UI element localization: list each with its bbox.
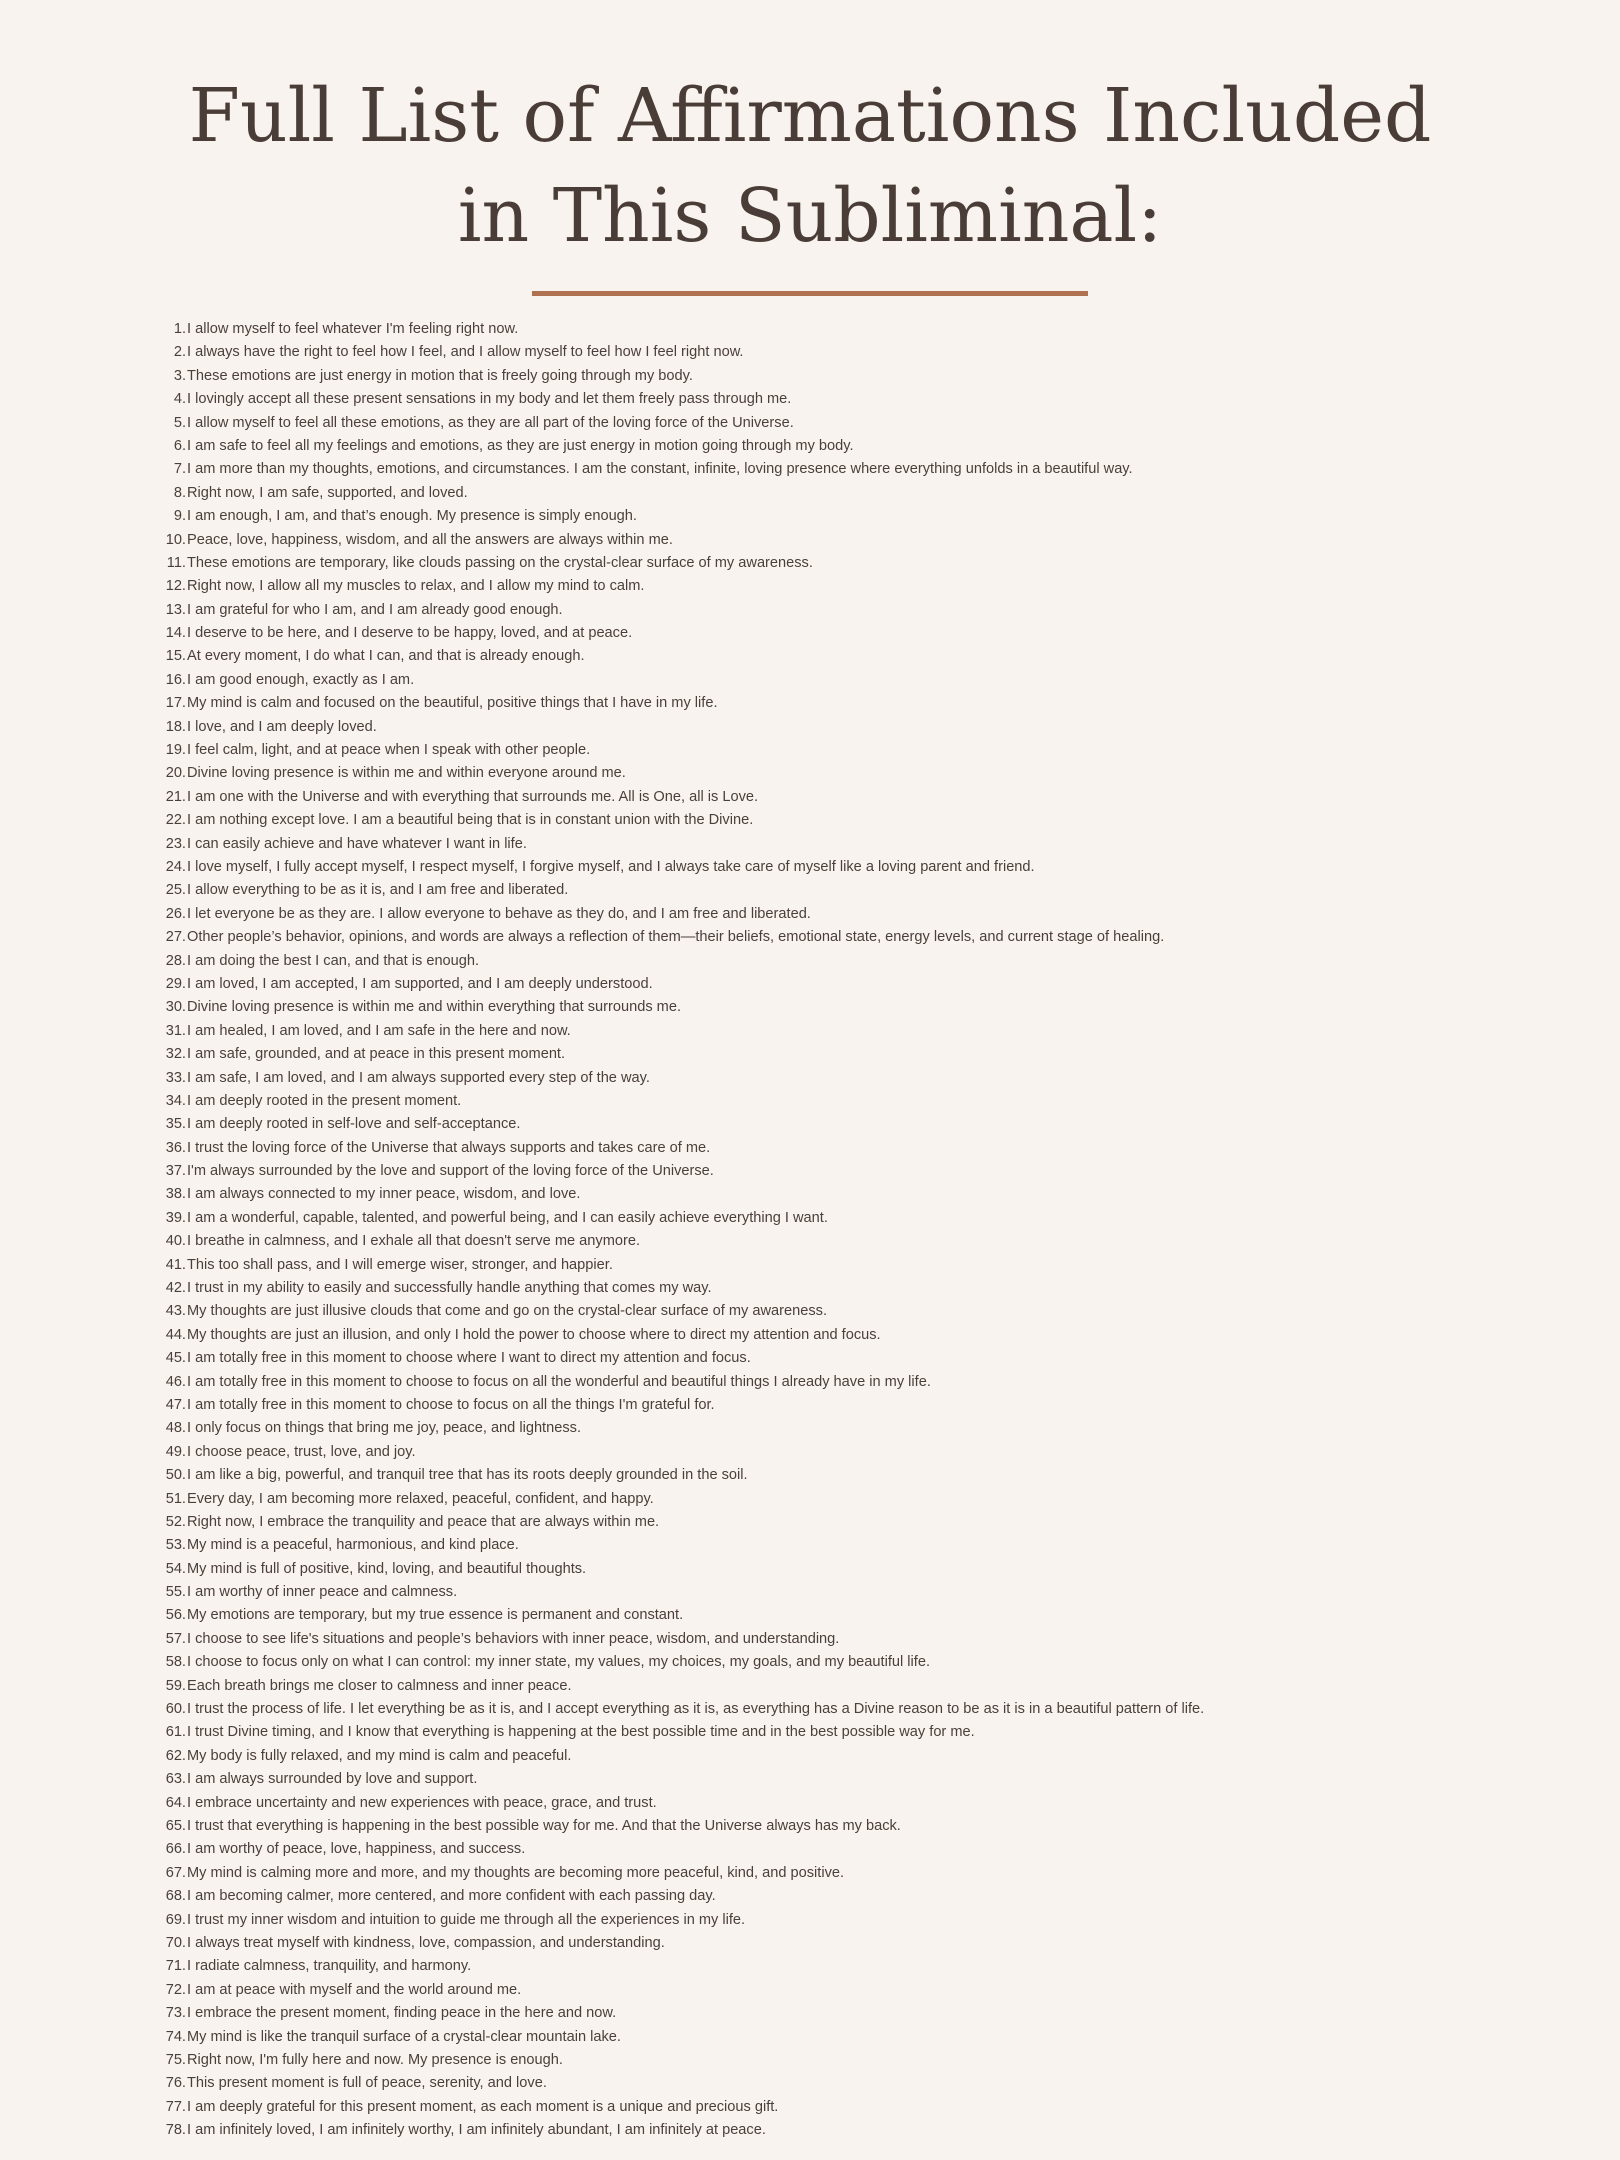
list-item-number: 17. bbox=[165, 695, 186, 712]
list-item bbox=[0, 2072, 1620, 2095]
list-item-number: 57. bbox=[165, 1630, 186, 1647]
list-item-text: I am infinitely loved, I am infinitely worthy, I am infinitely abundant, I am infinitely at peace. bbox=[187, 2122, 766, 2139]
list-item-text: I am safe, grounded, and at peace in this present moment. bbox=[187, 1046, 566, 1063]
list-item bbox=[0, 903, 1620, 926]
list-item bbox=[0, 1675, 1620, 1698]
list-item-number: 75. bbox=[165, 2051, 186, 2068]
list-item-number: 1. bbox=[173, 321, 186, 337]
list-item-text: I embrace uncertainty and new experiences with peace, grace, and trust. bbox=[187, 1794, 657, 1811]
list-item bbox=[0, 318, 1620, 341]
list-item-text: At every moment, I do what I can, and that is already enough. bbox=[187, 648, 585, 665]
list-item-text: I let everyone be as they are. I allow everyone to behave as they do, and I am free and liberated. bbox=[187, 905, 811, 922]
list-item bbox=[0, 926, 1620, 949]
list-item-text: My mind is calm and focused on the beautiful, positive things that I have in my life. bbox=[187, 695, 718, 712]
list-item-text: Peace, love, happiness, wisdom, and all the answers are always within me. bbox=[187, 531, 673, 548]
list-item-number: 64. bbox=[165, 1794, 186, 1811]
list-item-number: 51. bbox=[165, 1490, 186, 1507]
affirmation-list bbox=[0, 318, 1620, 2142]
list-item-text: I choose to see life's situations and people’s behaviors with inner peace, wisdom, and understanding. bbox=[187, 1630, 840, 1647]
list-item-text: This present moment is full of peace, serenity, and love. bbox=[187, 2075, 547, 2092]
list-item-number: 25. bbox=[165, 882, 186, 899]
list-item-number: 78. bbox=[165, 2122, 186, 2139]
list-item-number: 21. bbox=[165, 788, 186, 805]
list-item-number: 5. bbox=[173, 414, 186, 431]
list-item-number: 22. bbox=[165, 812, 186, 829]
list-item-number: 62. bbox=[165, 1747, 186, 1764]
list-item-text: I love, and I am deeply loved. bbox=[187, 718, 377, 735]
list-item bbox=[0, 1534, 1620, 1557]
list-item bbox=[0, 739, 1620, 762]
list-item-number: 38. bbox=[165, 1186, 186, 1203]
list-item-number: 44. bbox=[165, 1326, 186, 1343]
list-item-text: I am doing the best I can, and that is enough. bbox=[187, 952, 480, 969]
list-item-number: 45. bbox=[165, 1350, 186, 1367]
list-item-text: I love myself, I fully accept myself, I respect myself, I forgive myself, and I always take care of myself like a loving parent and friend. bbox=[187, 858, 1035, 875]
list-item bbox=[0, 1183, 1620, 1206]
list-item-number: 2. bbox=[173, 344, 186, 361]
list-item-text: My body is fully relaxed, and my mind is calm and peaceful. bbox=[187, 1747, 572, 1764]
list-item-number: 55. bbox=[165, 1584, 186, 1601]
list-item-number: 69. bbox=[165, 1911, 186, 1928]
list-item-number: 27. bbox=[165, 929, 186, 946]
list-item-number: 26. bbox=[165, 905, 186, 922]
list-item bbox=[0, 341, 1620, 364]
list-item bbox=[0, 1698, 1620, 1721]
list-item-text: I am healed, I am loved, and I am safe in the here and now. bbox=[187, 1022, 571, 1039]
list-item-number: 49. bbox=[165, 1443, 186, 1460]
list-item-number: 50. bbox=[165, 1467, 186, 1484]
list-item-number: 9. bbox=[173, 508, 186, 525]
list-item-text: My emotions are temporary, but my true essence is permanent and constant. bbox=[187, 1607, 684, 1624]
list-item-text: This too shall pass, and I will emerge wiser, stronger, and happier. bbox=[187, 1256, 613, 1273]
list-item-text: I am at peace with myself and the world around me. bbox=[187, 1981, 522, 1998]
list-item bbox=[0, 1043, 1620, 1066]
list-item-number: 54. bbox=[165, 1560, 186, 1577]
list-item bbox=[0, 1137, 1620, 1160]
list-item bbox=[0, 505, 1620, 528]
list-item-number: 11. bbox=[166, 554, 186, 571]
list-item-number: 6. bbox=[173, 437, 186, 454]
list-item bbox=[0, 1067, 1620, 1090]
list-item-number: 33. bbox=[165, 1069, 186, 1086]
list-item-number: 43. bbox=[165, 1303, 186, 1320]
list-item bbox=[0, 1020, 1620, 1043]
list-item-number: 32. bbox=[165, 1046, 186, 1063]
list-item-text: Every day, I am becoming more relaxed, peaceful, confident, and happy. bbox=[187, 1490, 654, 1507]
list-item-number: 28. bbox=[165, 952, 186, 969]
list-item-text: I am always connected to my inner peace, wisdom, and love. bbox=[187, 1186, 581, 1203]
list-item bbox=[0, 412, 1620, 435]
list-item bbox=[0, 1207, 1620, 1230]
list-item-text: These emotions are just energy in motion that is freely going through my body. bbox=[187, 367, 693, 384]
list-item-text: I am more than my thoughts, emotions, and circumstances. I am the constant, infinite, loving presence where everything unfolds in a beautiful way. bbox=[187, 461, 1133, 478]
list-item-text: I am safe, I am loved, and I am always supported every step of the way. bbox=[187, 1069, 650, 1086]
list-item-number: 39. bbox=[165, 1209, 186, 1226]
list-item-number: 40. bbox=[165, 1233, 186, 1250]
list-item-number: 71. bbox=[165, 1958, 186, 1975]
list-item bbox=[0, 879, 1620, 902]
list-item-text: I radiate calmness, tranquility, and harmony. bbox=[187, 1958, 472, 1975]
list-item-text: I allow myself to feel whatever I'm feeling right now. bbox=[187, 321, 519, 337]
list-item-text: I choose to focus only on what I can control: my inner state, my values, my choices, my goals, and my beautiful life. bbox=[187, 1654, 931, 1671]
list-item-text: These emotions are temporary, like clouds passing on the crystal-clear surface of my awareness. bbox=[187, 554, 813, 571]
page-title-line-1: Full List of Affirmations Included bbox=[188, 73, 1432, 159]
list-item-number: 29. bbox=[165, 975, 186, 992]
list-item bbox=[0, 1909, 1620, 1932]
list-item-text: My mind is calming more and more, and my thoughts are becoming more peaceful, kind, and positive. bbox=[187, 1864, 845, 1881]
list-item-text: I am worthy of peace, love, happiness, and success. bbox=[187, 1841, 526, 1858]
list-item-number: 15. bbox=[165, 648, 186, 665]
list-item-number: 72. bbox=[165, 1981, 186, 1998]
list-item bbox=[0, 1324, 1620, 1347]
list-item bbox=[0, 1792, 1620, 1815]
list-item-number: 3. bbox=[173, 367, 186, 384]
list-item-text: I am good enough, exactly as I am. bbox=[187, 671, 415, 688]
list-item-text: I can easily achieve and have whatever I want in life. bbox=[187, 835, 527, 852]
list-item-text: I am worthy of inner peace and calmness. bbox=[187, 1584, 458, 1601]
list-item-number: 30. bbox=[165, 999, 186, 1016]
list-item bbox=[0, 622, 1620, 645]
list-item-text: Right now, I allow all my muscles to relax, and I allow my mind to calm. bbox=[187, 578, 645, 595]
list-item-number: 46. bbox=[165, 1373, 186, 1390]
list-item-number: 67. bbox=[165, 1864, 186, 1881]
list-item-number: 23. bbox=[165, 835, 186, 852]
list-item bbox=[0, 645, 1620, 668]
list-item bbox=[0, 2026, 1620, 2049]
list-item-number: 35. bbox=[165, 1116, 186, 1133]
list-item bbox=[0, 2049, 1620, 2072]
list-item-text: I trust the loving force of the Universe that always supports and takes care of me. bbox=[187, 1139, 711, 1156]
list-item-number: 47. bbox=[165, 1396, 186, 1413]
list-item bbox=[0, 1347, 1620, 1370]
list-item bbox=[0, 1955, 1620, 1978]
list-item-number: 7. bbox=[173, 461, 186, 478]
list-item-text: I am grateful for who I am, and I am already good enough. bbox=[187, 601, 563, 618]
list-item-number: 56. bbox=[165, 1607, 186, 1624]
list-item-number: 16. bbox=[165, 671, 186, 688]
list-item-text: I am always surrounded by love and support. bbox=[187, 1771, 478, 1788]
list-item bbox=[0, 950, 1620, 973]
list-item bbox=[0, 1745, 1620, 1768]
list-item-number: 13. bbox=[165, 601, 186, 618]
list-item-number: 60. bbox=[165, 1701, 186, 1718]
list-item-number: 65. bbox=[165, 1818, 186, 1834]
list-item-number: 8. bbox=[173, 484, 186, 501]
list-item bbox=[0, 1394, 1620, 1417]
list-item-number: 58. bbox=[165, 1654, 186, 1671]
list-item bbox=[0, 599, 1620, 622]
list-item-text: I feel calm, light, and at peace when I speak with other people. bbox=[187, 742, 591, 759]
list-item-number: 18. bbox=[165, 718, 186, 735]
list-item-text: I trust the process of life. I let everything be as it is, and I accept everything as it is, as everything has a Divine reason to be as it is in a beautiful pattern of life. bbox=[187, 1701, 1205, 1718]
list-item-text: I am totally free in this moment to choose where I want to direct my attention and focus. bbox=[187, 1350, 751, 1367]
list-item-text: I am totally free in this moment to choose to focus on all the wonderful and beautiful things I already have in my life. bbox=[187, 1373, 931, 1390]
list-item bbox=[0, 482, 1620, 505]
list-item-text: I only focus on things that bring me joy, peace, and lightness. bbox=[187, 1420, 581, 1437]
list-item bbox=[0, 1651, 1620, 1674]
list-item bbox=[0, 1768, 1620, 1791]
list-item-number: 63. bbox=[165, 1771, 186, 1788]
list-item-number: 19. bbox=[165, 742, 186, 759]
list-item bbox=[0, 762, 1620, 785]
list-item-number: 48. bbox=[165, 1420, 186, 1437]
list-item bbox=[0, 716, 1620, 739]
list-item-text: I trust in my ability to easily and successfully handle anything that comes my way. bbox=[187, 1280, 712, 1297]
list-item-number: 73. bbox=[165, 2005, 186, 2022]
list-item-text: I am loved, I am accepted, I am supported, and I am deeply understood. bbox=[187, 975, 653, 992]
list-item-number: 4. bbox=[173, 391, 186, 408]
list-item-number: 12. bbox=[165, 578, 186, 595]
list-item bbox=[0, 856, 1620, 879]
page-title-line-2: in This Subliminal: bbox=[457, 173, 1163, 259]
list-item-text: I am totally free in this moment to choose to focus on all the things I'm grateful for. bbox=[187, 1396, 715, 1413]
list-item-text: I am one with the Universe and with everything that surrounds me. All is One, all is Love. bbox=[187, 788, 759, 805]
list-item bbox=[0, 1604, 1620, 1627]
list-item-number: 61. bbox=[165, 1724, 186, 1741]
list-item bbox=[0, 1558, 1620, 1581]
list-item-number: 34. bbox=[165, 1092, 186, 1109]
list-item-number: 42. bbox=[165, 1280, 186, 1297]
list-item bbox=[0, 365, 1620, 388]
list-item-text: I trust Divine timing, and I know that everything is happening at the best possible time and in the best possible way for me. bbox=[187, 1724, 975, 1741]
list-item bbox=[0, 575, 1620, 598]
list-item-text: My mind is like the tranquil surface of a crystal-clear mountain lake. bbox=[187, 2028, 621, 2045]
list-item bbox=[0, 1371, 1620, 1394]
list-item bbox=[0, 529, 1620, 552]
list-item-text: I allow myself to feel all these emotions, as they are all part of the loving force of the Universe. bbox=[187, 414, 794, 431]
list-item bbox=[0, 1488, 1620, 1511]
list-item-number: 76. bbox=[165, 2075, 186, 2092]
list-item-number: 52. bbox=[165, 1513, 186, 1530]
list-item-number: 74. bbox=[165, 2028, 186, 2045]
list-item bbox=[0, 669, 1620, 692]
list-item-text: My mind is a peaceful, harmonious, and kind place. bbox=[187, 1537, 519, 1554]
list-item bbox=[0, 1300, 1620, 1323]
list-item bbox=[0, 1254, 1620, 1277]
list-item bbox=[0, 1277, 1620, 1300]
list-item bbox=[0, 833, 1620, 856]
list-item-text: I always have the right to feel how I feel, and I allow myself to feel how I feel right now. bbox=[187, 344, 744, 361]
list-item-text: I trust my inner wisdom and intuition to guide me through all the experiences in my life. bbox=[187, 1911, 746, 1928]
list-item-text: I'm always surrounded by the love and support of the loving force of the Universe. bbox=[187, 1163, 714, 1180]
list-item-number: 41. bbox=[165, 1256, 186, 1273]
list-item-text: Each breath brings me closer to calmness and inner peace. bbox=[187, 1677, 572, 1694]
list-item bbox=[0, 2119, 1620, 2142]
list-item-number: 66. bbox=[165, 1841, 186, 1858]
list-item-text: My thoughts are just an illusion, and only I hold the power to choose where to direct my attention and focus. bbox=[187, 1326, 881, 1343]
list-item-text: I embrace the present moment, finding peace in the here and now. bbox=[187, 2005, 617, 2022]
list-item-text: I deserve to be here, and I deserve to be happy, loved, and at peace. bbox=[187, 625, 633, 642]
page-title bbox=[0, 0, 1620, 266]
list-item-text: Right now, I am safe, supported, and loved. bbox=[187, 484, 468, 501]
list-item bbox=[0, 1581, 1620, 1604]
list-item-text: I am safe to feel all my feelings and emotions, as they are just energy in motion going through my body. bbox=[187, 437, 854, 454]
list-item bbox=[0, 692, 1620, 715]
list-item bbox=[0, 973, 1620, 996]
list-item-text: I am deeply rooted in self-love and self-acceptance. bbox=[187, 1116, 521, 1133]
list-item bbox=[0, 996, 1620, 1019]
list-item bbox=[0, 1464, 1620, 1487]
list-item bbox=[0, 458, 1620, 481]
list-item-number: 36. bbox=[165, 1139, 186, 1156]
list-item-text: I breathe in calmness, and I exhale all that doesn't serve me anymore. bbox=[187, 1233, 641, 1250]
list-item bbox=[0, 1885, 1620, 1908]
list-item-text: I am like a big, powerful, and tranquil tree that has its roots deeply grounded in the soil. bbox=[187, 1467, 748, 1484]
list-item bbox=[0, 552, 1620, 575]
list-item-number: 70. bbox=[165, 1934, 186, 1951]
list-item-text: I am becoming calmer, more centered, and more confident with each passing day. bbox=[187, 1888, 716, 1905]
list-item-text: I am a wonderful, capable, talented, and powerful being, and I can easily achieve everything I want. bbox=[187, 1209, 828, 1226]
list-item bbox=[0, 1511, 1620, 1534]
list-item-number: 53. bbox=[165, 1537, 186, 1554]
list-item bbox=[0, 1815, 1620, 1838]
list-item-text: Divine loving presence is within me and within everything that surrounds me. bbox=[187, 999, 681, 1016]
list-item-number: 14. bbox=[165, 625, 186, 642]
list-item bbox=[0, 435, 1620, 458]
list-item-text: I am nothing except love. I am a beautiful being that is in constant union with the Divine. bbox=[187, 812, 754, 829]
list-item-text: My thoughts are just illusive clouds that come and go on the crystal-clear surface of my awareness. bbox=[187, 1303, 827, 1320]
list-item bbox=[0, 786, 1620, 809]
list-item bbox=[0, 1838, 1620, 1861]
list-item bbox=[0, 1417, 1620, 1440]
list-item-number: 10. bbox=[165, 531, 186, 548]
list-item-number: 24. bbox=[165, 858, 186, 875]
list-item bbox=[0, 2002, 1620, 2025]
list-item bbox=[0, 388, 1620, 411]
list-item-text: Right now, I'm fully here and now. My presence is enough. bbox=[187, 2051, 563, 2068]
list-item-text: Divine loving presence is within me and within everyone around me. bbox=[187, 765, 626, 782]
list-item-number: 77. bbox=[165, 2098, 186, 2115]
list-item-text: I am deeply grateful for this present moment, as each moment is a unique and precious gift. bbox=[187, 2098, 779, 2115]
list-item-text: I trust that everything is happening in the best possible way for me. And that the Universe always has my back. bbox=[187, 1818, 901, 1834]
list-item bbox=[0, 1441, 1620, 1464]
list-item bbox=[0, 1862, 1620, 1885]
list-item bbox=[0, 1932, 1620, 1955]
list-item-text: I always treat myself with kindness, love, compassion, and understanding. bbox=[187, 1934, 665, 1951]
list-item-text: I allow everything to be as it is, and I am free and liberated. bbox=[187, 882, 569, 899]
list-item-text: Right now, I embrace the tranquility and peace that are always within me. bbox=[187, 1513, 660, 1530]
list-item-number: 31. bbox=[165, 1022, 186, 1039]
list-item bbox=[0, 2096, 1620, 2119]
list-item bbox=[0, 1160, 1620, 1183]
list-item bbox=[0, 1230, 1620, 1253]
list-item-number: 68. bbox=[165, 1888, 186, 1905]
title-divider bbox=[532, 291, 1088, 296]
list-item-text: I am enough, I am, and that’s enough. My presence is simply enough. bbox=[187, 508, 637, 525]
list-item-number: 20. bbox=[165, 765, 186, 782]
list-item bbox=[0, 1979, 1620, 2002]
list-item bbox=[0, 809, 1620, 832]
list-item bbox=[0, 1628, 1620, 1651]
list-item bbox=[0, 1090, 1620, 1113]
list-item-text: I lovingly accept all these present sensations in my body and let them freely pass through me. bbox=[187, 391, 792, 408]
list-item-text: I am deeply rooted in the present moment. bbox=[187, 1092, 462, 1109]
list-item-number: 37. bbox=[165, 1163, 186, 1180]
list-item bbox=[0, 1721, 1620, 1744]
list-item-number: 59. bbox=[165, 1677, 186, 1694]
list-item-text: My mind is full of positive, kind, loving, and beautiful thoughts. bbox=[187, 1560, 587, 1577]
list-item bbox=[0, 1113, 1620, 1136]
list-item-text: I choose peace, trust, love, and joy. bbox=[187, 1443, 416, 1460]
list-item-text: Other people’s behavior, opinions, and words are always a reflection of them—their beliefs, emotional state, energy levels, and current stage of healing. bbox=[187, 929, 1165, 946]
